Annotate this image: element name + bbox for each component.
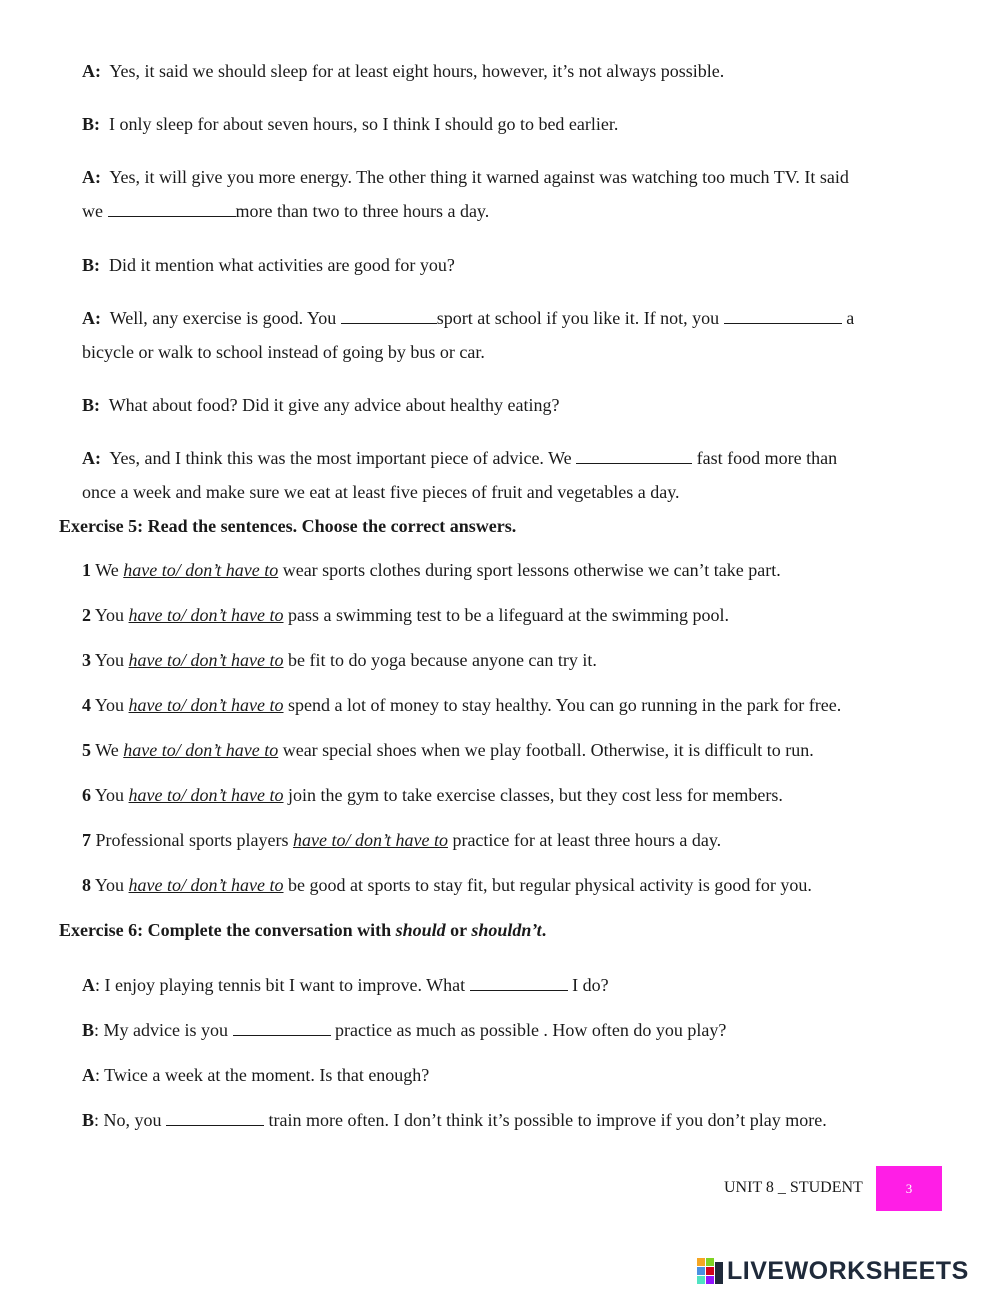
item-text: wear sports clothes during sport lessons otherwise we can’t take part. [282, 560, 781, 580]
item-text: pass a swimming test to be a lifeguard at the swimming pool. [288, 605, 729, 625]
item-number: 1 [82, 560, 91, 580]
item-number: 3 [82, 650, 91, 670]
dialogue-line [82, 341, 485, 363]
dialogue-text: more than two to three hours a day. [235, 201, 490, 221]
speaker-label: A: [82, 61, 101, 81]
answer-blank[interactable] [166, 1110, 264, 1126]
dialogue-text: Yes, it said we should sleep for at least eight hours, however, it’s not always possible. [109, 61, 725, 81]
dialogue-text: once a week and make sure we eat at least five pieces of fruit and vegetables a day. [82, 482, 680, 502]
answer-blank[interactable] [233, 1020, 331, 1036]
speaker-label: A: [82, 448, 101, 468]
choice-option[interactable]: have to/ don’t have to [128, 785, 284, 805]
dialogue-text: fast food more than [692, 448, 838, 468]
choice-option[interactable]: have to/ don’t have to [128, 695, 284, 715]
exercise-5-item [82, 874, 812, 896]
title-keyword: should [395, 920, 446, 940]
dialogue-line [82, 166, 849, 188]
exercise-5-item [82, 739, 814, 761]
item-text: You [94, 650, 125, 670]
dialogue-text: Yes, it will give you more energy. The other thing it warned against was watching too much TV. It said [109, 167, 849, 187]
item-text: wear special shoes when we play football. Otherwise, it is difficult to run. [282, 740, 814, 760]
title-keyword: shouldn’t [471, 920, 542, 940]
item-text: join the gym to take exercise classes, but they cost less for members. [288, 785, 783, 805]
speaker-label: A: [82, 308, 101, 328]
speaker-label: B [82, 1020, 95, 1040]
dialogue-line [82, 394, 560, 416]
speaker-label: A [82, 975, 95, 995]
exercise-5-title: Exercise 5: Read the sentences. Choose the correct answers. [59, 516, 517, 536]
choice-option[interactable]: have to/ don’t have to [123, 740, 279, 760]
exercise-5-item [82, 604, 729, 626]
footer-unit-label: UNIT 8 _ STUDENT [724, 1179, 863, 1196]
speaker-label: B: [82, 114, 100, 134]
item-text: You [94, 695, 125, 715]
exercise-5-item [82, 694, 841, 716]
speaker-label: B [82, 1110, 95, 1130]
item-text: practice for at least three hours a day. [452, 830, 722, 850]
item-number: 5 [82, 740, 91, 760]
exercise-6-line [82, 974, 609, 996]
speaker-label: B: [82, 255, 100, 275]
answer-blank[interactable] [470, 975, 568, 991]
speaker-label: B: [82, 395, 100, 415]
item-text: We [95, 740, 119, 760]
item-text: be fit to do yoga because anyone can try it. [288, 650, 597, 670]
speaker-label: A: [82, 167, 101, 187]
dialogue-text: Well, any exercise is good. You [109, 308, 341, 328]
item-text: Professional sports players [95, 830, 289, 850]
item-number: 4 [82, 695, 91, 715]
title-text: Exercise 6: Complete the conversation with [59, 920, 396, 940]
item-text: You [94, 875, 125, 895]
answer-blank[interactable] [724, 308, 842, 324]
exercise-6-title [59, 919, 546, 941]
exercise-5-item [82, 829, 721, 851]
answer-blank[interactable] [108, 201, 236, 217]
dialogue-line [82, 447, 837, 469]
item-number: 8 [82, 875, 91, 895]
dialogue-line [82, 307, 854, 329]
speaker-label: A [82, 1065, 95, 1085]
dialogue-line [82, 481, 680, 503]
exercise-5-item [82, 559, 781, 581]
page-number: 3 [905, 1180, 913, 1196]
dialogue-text: I only sleep for about seven hours, so I think I should go to bed earlier. [109, 114, 619, 134]
choice-option[interactable]: have to/ don’t have to [123, 560, 279, 580]
choice-option[interactable]: have to/ don’t have to [128, 875, 284, 895]
exercise-5-item [82, 784, 783, 806]
page-number-box [876, 1166, 942, 1211]
dialogue-line [82, 200, 489, 222]
liveworksheets-brand [697, 1254, 969, 1288]
dialogue-text: bicycle or walk to school instead of going by bus or car. [82, 342, 485, 362]
dialogue-text: sport at school if you like it. If not, you [436, 308, 724, 328]
item-text: We [95, 560, 119, 580]
item-text: You [94, 785, 125, 805]
dialogue-line [82, 113, 618, 135]
title-text: or [445, 920, 472, 940]
exercise-6-line [82, 1064, 429, 1086]
dialogue-text: practice as much as possible . How often do you play? [330, 1020, 727, 1040]
liveworksheets-logo-icon [697, 1258, 723, 1284]
dialogue-text: What about food? Did it give any advice about healthy eating? [108, 395, 560, 415]
answer-blank[interactable] [576, 448, 692, 464]
exercise-6-line [82, 1019, 726, 1041]
exercise-6-line [82, 1109, 827, 1131]
item-number: 6 [82, 785, 91, 805]
dialogue-text: : My advice is you [94, 1020, 233, 1040]
exercise-5-item [82, 649, 597, 671]
dialogue-text: we [82, 201, 108, 221]
brand-name: LIVEWORKSHEETS [727, 1256, 969, 1285]
choice-option[interactable]: have to/ don’t have to [128, 605, 284, 625]
item-number: 2 [82, 605, 91, 625]
choice-option[interactable]: have to/ don’t have to [292, 830, 448, 850]
dialogue-text: : No, you [94, 1110, 167, 1130]
dialogue-line [82, 60, 724, 82]
dialogue-text: : Twice a week at the moment. Is that enough? [95, 1065, 430, 1085]
dialogue-text: a [841, 308, 855, 328]
item-text: You [94, 605, 125, 625]
choice-option[interactable]: have to/ don’t have to [128, 650, 284, 670]
dialogue-line [82, 254, 455, 276]
item-text: be good at sports to stay fit, but regular physical activity is good for you. [288, 875, 812, 895]
dialogue-text: : I enjoy playing tennis bit I want to improve. What [95, 975, 470, 995]
dialogue-text: I do? [567, 975, 609, 995]
item-number: 7 [82, 830, 91, 850]
dialogue-text: Yes, and I think this was the most important piece of advice. We [109, 448, 577, 468]
dialogue-text: train more often. I don’t think it’s possible to improve if you don’t play more. [264, 1110, 827, 1130]
answer-blank[interactable] [341, 308, 437, 324]
dialogue-text: Did it mention what activities are good for you? [109, 255, 455, 275]
item-text: spend a lot of money to stay healthy. You can go running in the park for free. [288, 695, 842, 715]
title-text: . [541, 920, 547, 940]
